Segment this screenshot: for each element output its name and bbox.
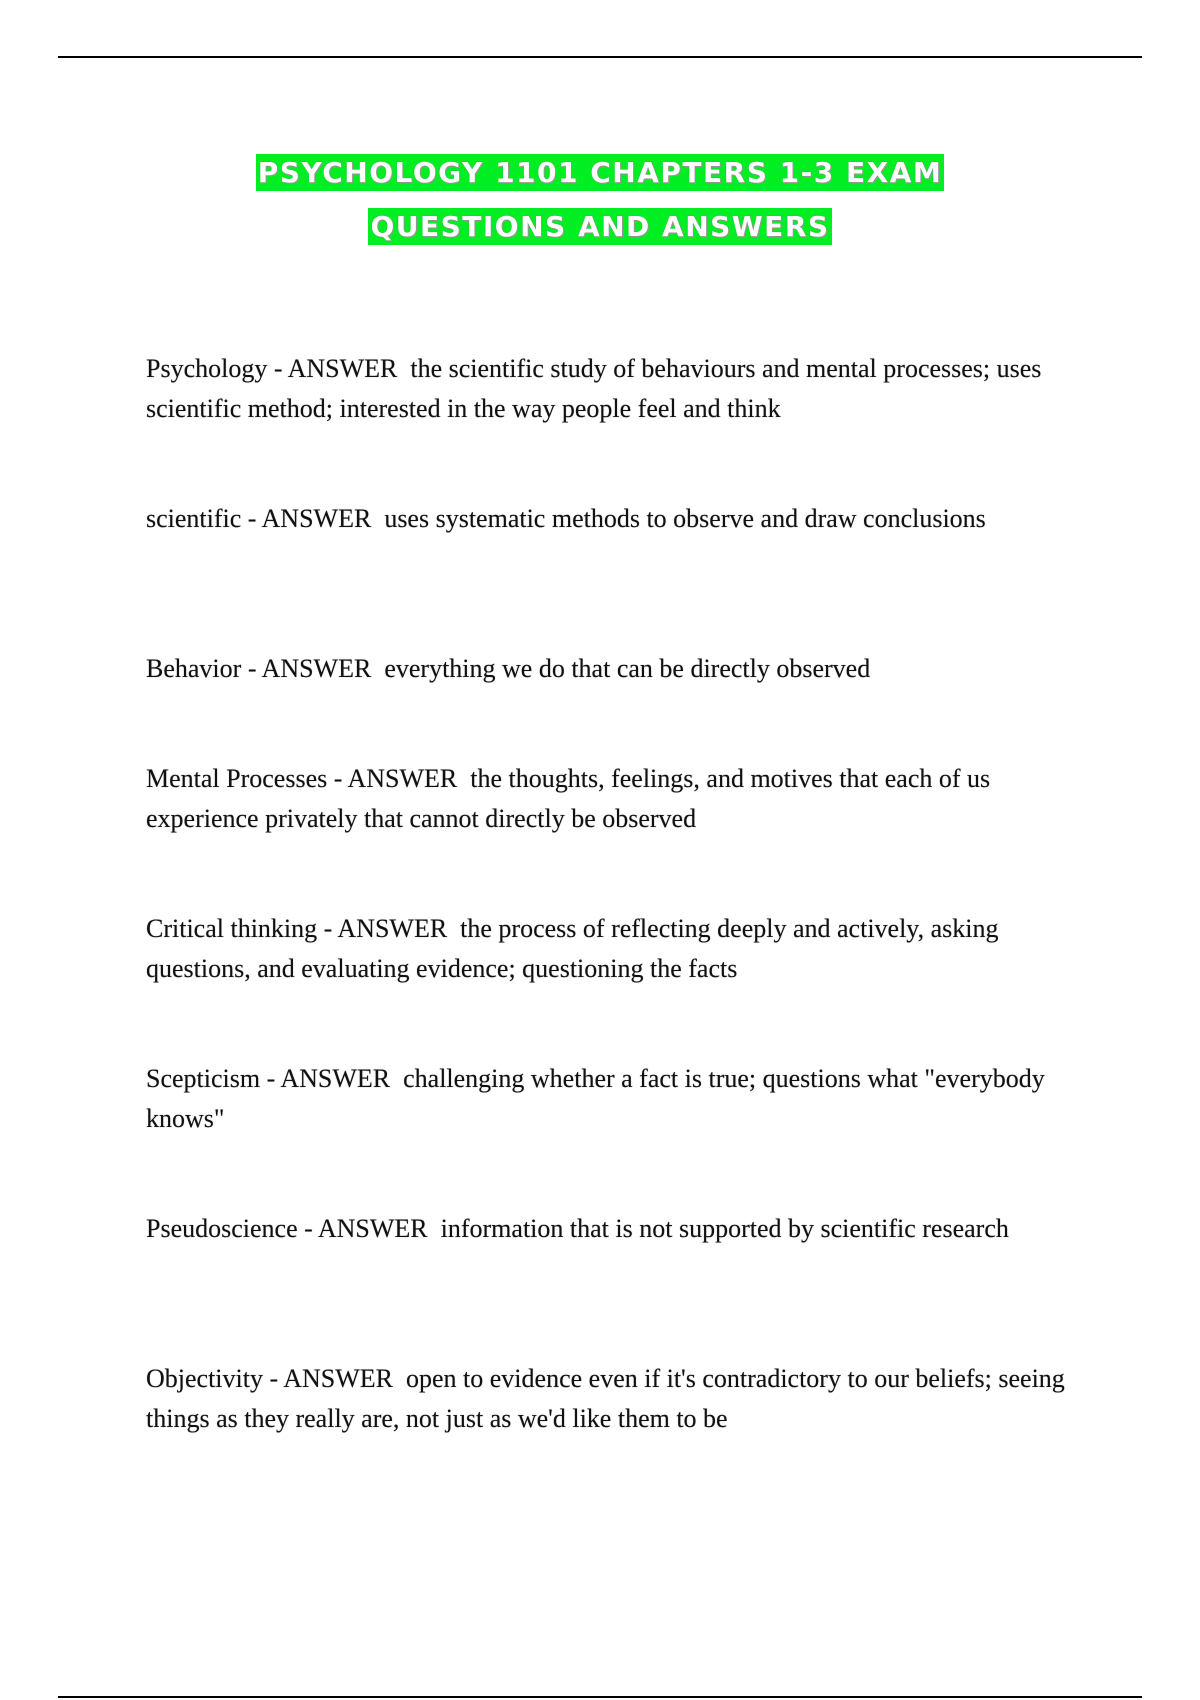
term: Scepticism - bbox=[146, 1064, 280, 1093]
answer-marker: ANSWER bbox=[261, 504, 372, 533]
definition: everything we do that can be directly observed bbox=[384, 654, 871, 683]
answer-marker: ANSWER bbox=[317, 1214, 428, 1243]
answer-marker: ANSWER bbox=[283, 1364, 393, 1393]
definition: the thoughts, feelings, and motives that each of us experience privately that cannot directly be observed bbox=[146, 764, 991, 833]
qa-entry-objectivity bbox=[146, 1359, 1076, 1439]
qa-entry-scepticism bbox=[146, 1059, 1076, 1139]
qa-entry-critical-thinking bbox=[146, 909, 1076, 989]
definition: uses systematic methods to observe and draw conclusions bbox=[384, 504, 986, 533]
qa-entry-scientific bbox=[146, 499, 1076, 539]
title-line-2: QUESTIONS AND ANSWERS bbox=[370, 210, 830, 243]
term: Behavior - bbox=[146, 654, 262, 683]
title-line-1: PSYCHOLOGY 1101 CHAPTERS 1-3 EXAM bbox=[257, 156, 943, 189]
term: Critical thinking - bbox=[146, 914, 337, 943]
term: Objectivity - bbox=[146, 1364, 283, 1393]
top-rule bbox=[58, 56, 1142, 58]
answer-marker: ANSWER bbox=[287, 354, 398, 383]
term: Psychology - bbox=[146, 354, 288, 383]
qa-entry-psychology bbox=[146, 349, 1076, 429]
definition: the process of reflecting deeply and actively, asking questions, and evaluating evidence; questioning the facts bbox=[146, 914, 999, 983]
definition: information that is not supported by scientific research bbox=[440, 1214, 1009, 1243]
answer-marker: ANSWER bbox=[280, 1064, 391, 1093]
answer-marker: ANSWER bbox=[261, 654, 372, 683]
qa-entry-behavior bbox=[146, 649, 1076, 689]
term: Pseudoscience - bbox=[146, 1214, 318, 1243]
definition: the scientific study of behaviours and mental processes; uses scientific method; interested in the way people feel and think bbox=[146, 354, 1042, 423]
document-title bbox=[0, 146, 1200, 254]
term: Mental Processes - bbox=[146, 764, 347, 793]
definition: challenging whether a fact is true; questions what "everybody knows" bbox=[146, 1064, 1045, 1133]
answer-marker: ANSWER bbox=[347, 764, 458, 793]
term: scientific - bbox=[146, 504, 262, 533]
definition: open to evidence even if it's contradictory to our beliefs; seeing things as they really are, not just as we'd like them to be bbox=[146, 1364, 1065, 1433]
qa-entry-pseudoscience bbox=[146, 1209, 1076, 1249]
answer-marker: ANSWER bbox=[337, 914, 448, 943]
bottom-rule bbox=[58, 1696, 1142, 1698]
qa-entry-mental-processes bbox=[146, 759, 1076, 839]
